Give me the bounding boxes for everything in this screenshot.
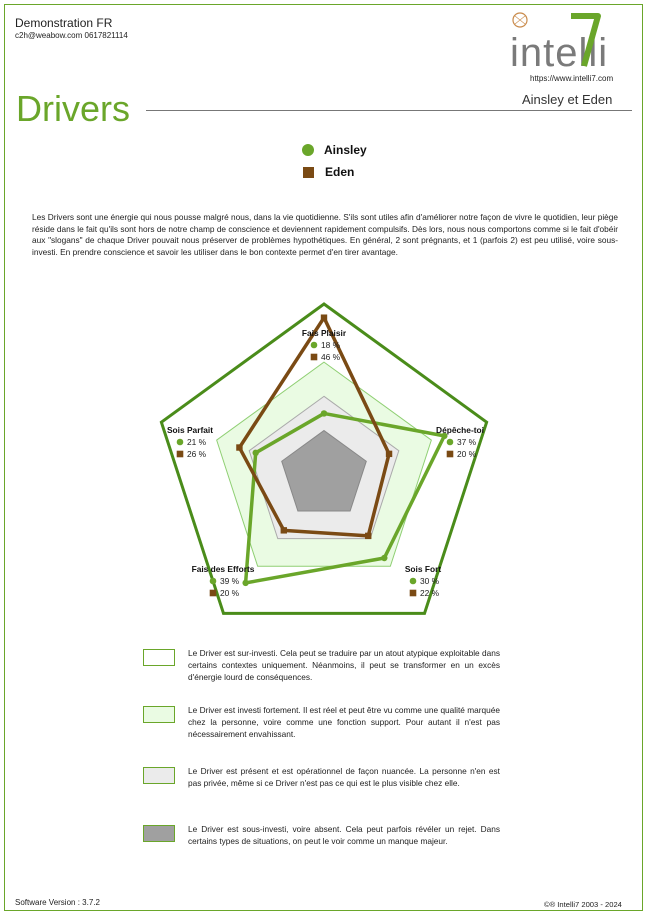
key-swatch [143, 825, 175, 842]
key-text: Le Driver est sur-investi. Cela peut se traduire par un atout atypique exploitable dans certains contextes uniquement. Néanmoins, il peut se transformer en un excès d'énergie lourd de conséquences. [188, 648, 500, 682]
value-label-eden-0: 46 % [321, 352, 341, 362]
legend-item-ainsley [302, 143, 367, 157]
copyright-notice: ©® Intelli7 2003 - 2024 [544, 900, 622, 909]
value-label-ainsley-3: 39 % [220, 576, 240, 586]
svg-text:intelli: intelli [510, 31, 609, 72]
legend-label: Eden [325, 165, 355, 179]
value-label-ainsley-4: 21 % [187, 437, 207, 447]
point-eden-0 [321, 314, 327, 320]
axis-label-2: Sois Fort [404, 564, 442, 574]
legend-square-4 [177, 451, 184, 458]
key-text: Le Driver est sous-investi, voire absent. Cela peut parfois révéler un rejet. Dans certains types de situations, on peut le voir comme un manque majeur. [188, 824, 500, 846]
contact-info: c2h@weabow.com 0617821114 [15, 31, 128, 40]
value-label-eden-1: 20 % [457, 449, 477, 459]
point-ainsley-2 [381, 555, 387, 561]
axis-label-0: Fais Plaisir [301, 328, 347, 338]
legend-dot-3 [210, 578, 217, 585]
legend-dot-1 [447, 439, 454, 446]
key-text: Le Driver est présent et est opérationnel de façon nuancée. La personne n'en est pas privée, même si ce Driver n'est pas ce qui est le plus visible chez elle. [188, 766, 500, 788]
point-ainsley-4 [252, 450, 258, 456]
legend-square-0 [311, 354, 318, 361]
value-label-eden-2: 22 % [420, 588, 440, 598]
point-ainsley-3 [242, 580, 248, 586]
company-name: Demonstration FR [15, 16, 113, 30]
legend-item-eden [302, 165, 354, 179]
intro-paragraph: Les Drivers sont une énergie qui nous pousse malgré nous, dans la vie quotidienne. S'ils sont utiles afin d'améliorer notre façon de vivre le quotidien, leur piège réside dans le fait qu'ils sont hors de notre champ de conscience et deviennent rapidement compulsifs. Dès lors, nous nous comportons comme si le fait d'obéir aux "slogans" de chaque Driver pouvait nous préserver de problèmes hypothétiques. En général, 2 sont prégnants, et 1 (parfois 2) est peu utilisé, voire sous-investi. En prendre conscience et savoir les utiliser dans le bon contexte permet d'en tirer avantage. [32, 212, 618, 257]
key-swatch [143, 649, 175, 666]
legend-square-1 [447, 451, 454, 458]
value-label-ainsley-1: 37 % [457, 437, 477, 447]
legend-dot-0 [311, 342, 318, 349]
key-text: Le Driver est investi fortement. Il est réel et peut être vu comme une qualité marquée chez la personne, voire comme une fonction support. Pour autant il n'est pas nécessairement envahissant. [188, 705, 500, 739]
value-label-ainsley-0: 18 % [321, 340, 341, 350]
subjects-names: Ainsley et Eden [522, 92, 613, 107]
value-label-eden-4: 26 % [187, 449, 207, 459]
software-version: Software Version : 3.7.2 [15, 898, 100, 907]
title-divider [146, 110, 632, 111]
circle-marker-icon [302, 144, 314, 156]
key-swatch [143, 767, 175, 784]
square-marker-icon [303, 167, 314, 178]
point-eden-1 [386, 451, 392, 457]
radar-chart [0, 300, 649, 640]
page-title: Drivers [16, 88, 130, 129]
axis-label-1: Dépêche-toi [436, 425, 484, 435]
website-url[interactable]: https://www.intelli7.com [530, 74, 614, 83]
point-ainsley-0 [321, 410, 327, 416]
legend-label: Ainsley [324, 143, 367, 157]
intelli7-logo [508, 10, 633, 72]
legend-square-3 [210, 590, 217, 597]
value-label-ainsley-2: 30 % [420, 576, 440, 586]
point-eden-2 [365, 533, 371, 539]
key-swatch [143, 706, 175, 723]
point-eden-4 [236, 444, 242, 450]
legend-dot-2 [410, 578, 417, 585]
axis-label-3: Fais des Efforts [191, 564, 255, 574]
point-eden-3 [281, 527, 287, 533]
axis-label-4: Sois Parfait [166, 425, 214, 435]
legend-square-2 [410, 590, 417, 597]
legend-dot-4 [177, 439, 184, 446]
value-label-eden-3: 20 % [220, 588, 240, 598]
